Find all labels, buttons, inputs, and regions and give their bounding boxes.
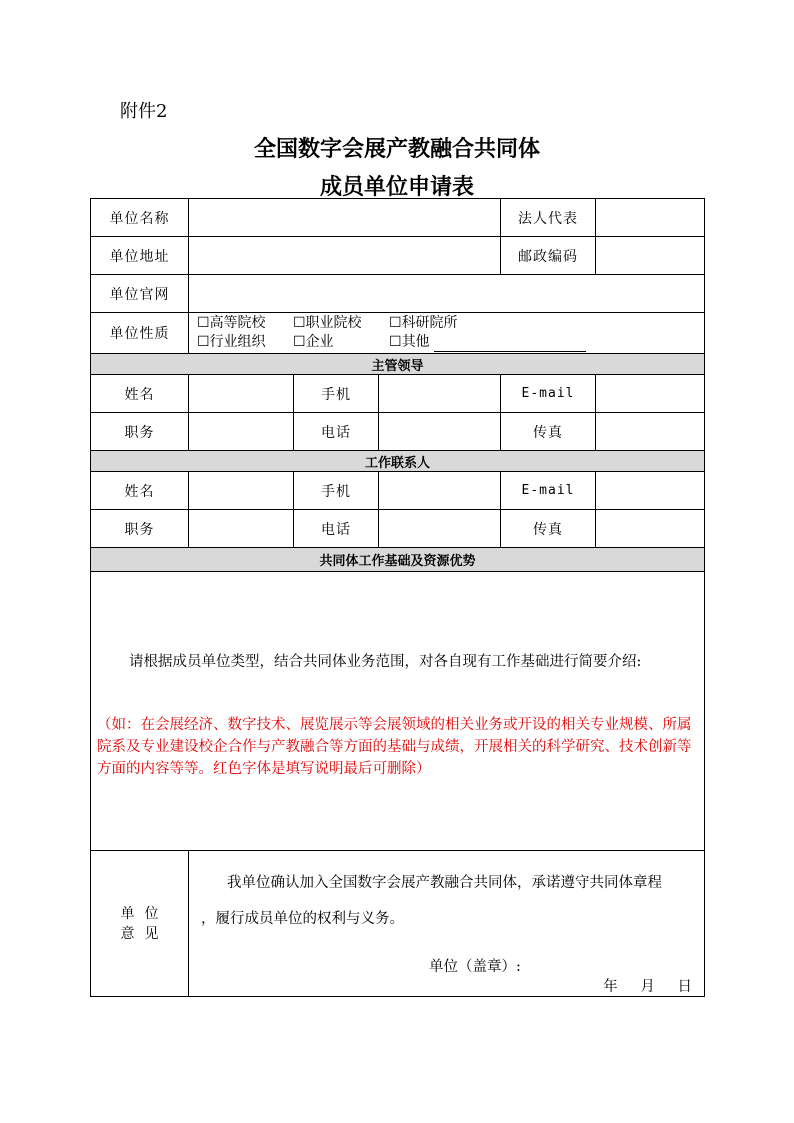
unit-website-field[interactable] <box>189 275 705 313</box>
postcode-field[interactable] <box>596 237 705 275</box>
leader-position-label: 职务 <box>91 413 189 451</box>
contact-section-header: 工作联系人 <box>91 451 705 472</box>
leader-phone-field[interactable] <box>379 413 501 451</box>
leader-email-label: E-mail <box>501 375 596 413</box>
contact-mobile-field[interactable] <box>379 472 501 510</box>
leader-fax-label: 传真 <box>501 413 596 451</box>
leader-phone-label: 电话 <box>294 413 379 451</box>
other-blank-line[interactable] <box>434 337 586 352</box>
seal-label: 单位（盖章）: <box>429 959 521 975</box>
advantage-section-header: 共同体工作基础及资源优势 <box>91 548 705 572</box>
contact-fax-label: 传真 <box>501 510 596 548</box>
unit-name-label: 单位名称 <box>91 199 189 237</box>
checkbox-icon: ☐ <box>293 334 306 350</box>
form-title: 全国数字会展产教融合共同体 <box>253 137 540 162</box>
option-enterprise[interactable]: ☐企业 <box>293 334 334 350</box>
leader-position-field[interactable] <box>189 413 294 451</box>
option-university[interactable]: ☐高等院校 <box>197 315 266 331</box>
contact-mobile-label: 手机 <box>294 472 379 510</box>
leader-section-header: 主管领导 <box>91 354 705 375</box>
unit-address-field[interactable] <box>189 237 501 275</box>
option-other[interactable]: ☐其他 <box>389 333 586 352</box>
leader-email-field[interactable] <box>596 375 705 413</box>
leader-mobile-field[interactable] <box>379 375 501 413</box>
advantage-instruction-note: （如：在会展经济、数字技术、展览展示等会展领域的相关业务或开设的相关专业规模、所属院系及专业建设校企合作与产教融合等方面的基础与成绩，开展相关的科学研究、技术创新等方面的内容等等。红色字体是填写说明最后可删除） <box>97 717 692 777</box>
legal-rep-label: 法人代表 <box>501 199 596 237</box>
option-industry-org[interactable]: ☐行业组织 <box>197 334 266 350</box>
unit-opinion-content[interactable] <box>189 851 705 997</box>
opinion-statement-line2: ，履行成员单位的权利与义务。 <box>201 911 404 927</box>
contact-phone-field[interactable] <box>379 510 501 548</box>
contact-position-field[interactable] <box>189 510 294 548</box>
legal-rep-field[interactable] <box>596 199 705 237</box>
leader-name-label: 姓名 <box>91 375 189 413</box>
form-subtitle: 成员单位申请表 <box>319 175 474 200</box>
contact-phone-label: 电话 <box>294 510 379 548</box>
unit-nature-options <box>189 313 705 354</box>
contact-name-label: 姓名 <box>91 472 189 510</box>
checkbox-icon: ☐ <box>197 315 210 331</box>
unit-nature-label: 单位性质 <box>91 313 189 354</box>
checkbox-icon: ☐ <box>293 315 306 331</box>
application-form <box>90 198 705 997</box>
contact-email-field[interactable] <box>596 472 705 510</box>
contact-position-label: 职务 <box>91 510 189 548</box>
advantage-intro-text: 请根据成员单位类型，结合共同体业务范围，对各自现有工作基础进行简要介绍: <box>129 654 642 670</box>
unit-opinion-label: 单位 意见 <box>91 851 189 997</box>
checkbox-icon: ☐ <box>389 334 402 350</box>
checkbox-icon: ☐ <box>197 334 210 350</box>
leader-name-field[interactable] <box>189 375 294 413</box>
opinion-statement-line1: 我单位确认加入全国数字会展产教融合共同体，承诺遵守共同体章程 <box>227 875 662 891</box>
leader-fax-field[interactable] <box>596 413 705 451</box>
option-research-institute[interactable]: ☐科研院所 <box>389 315 458 331</box>
contact-email-label: E-mail <box>501 472 596 510</box>
advantage-content-area[interactable] <box>91 572 705 851</box>
checkbox-icon: ☐ <box>389 315 402 331</box>
contact-fax-field[interactable] <box>596 510 705 548</box>
attachment-label: 附件2 <box>120 101 168 122</box>
postcode-label: 邮政编码 <box>501 237 596 275</box>
contact-name-field[interactable] <box>189 472 294 510</box>
date-label: 年 月 日 <box>603 979 693 995</box>
unit-website-label: 单位官网 <box>91 275 189 313</box>
option-vocational-college[interactable]: ☐职业院校 <box>293 315 362 331</box>
leader-mobile-label: 手机 <box>294 375 379 413</box>
unit-name-field[interactable] <box>189 199 501 237</box>
unit-address-label: 单位地址 <box>91 237 189 275</box>
